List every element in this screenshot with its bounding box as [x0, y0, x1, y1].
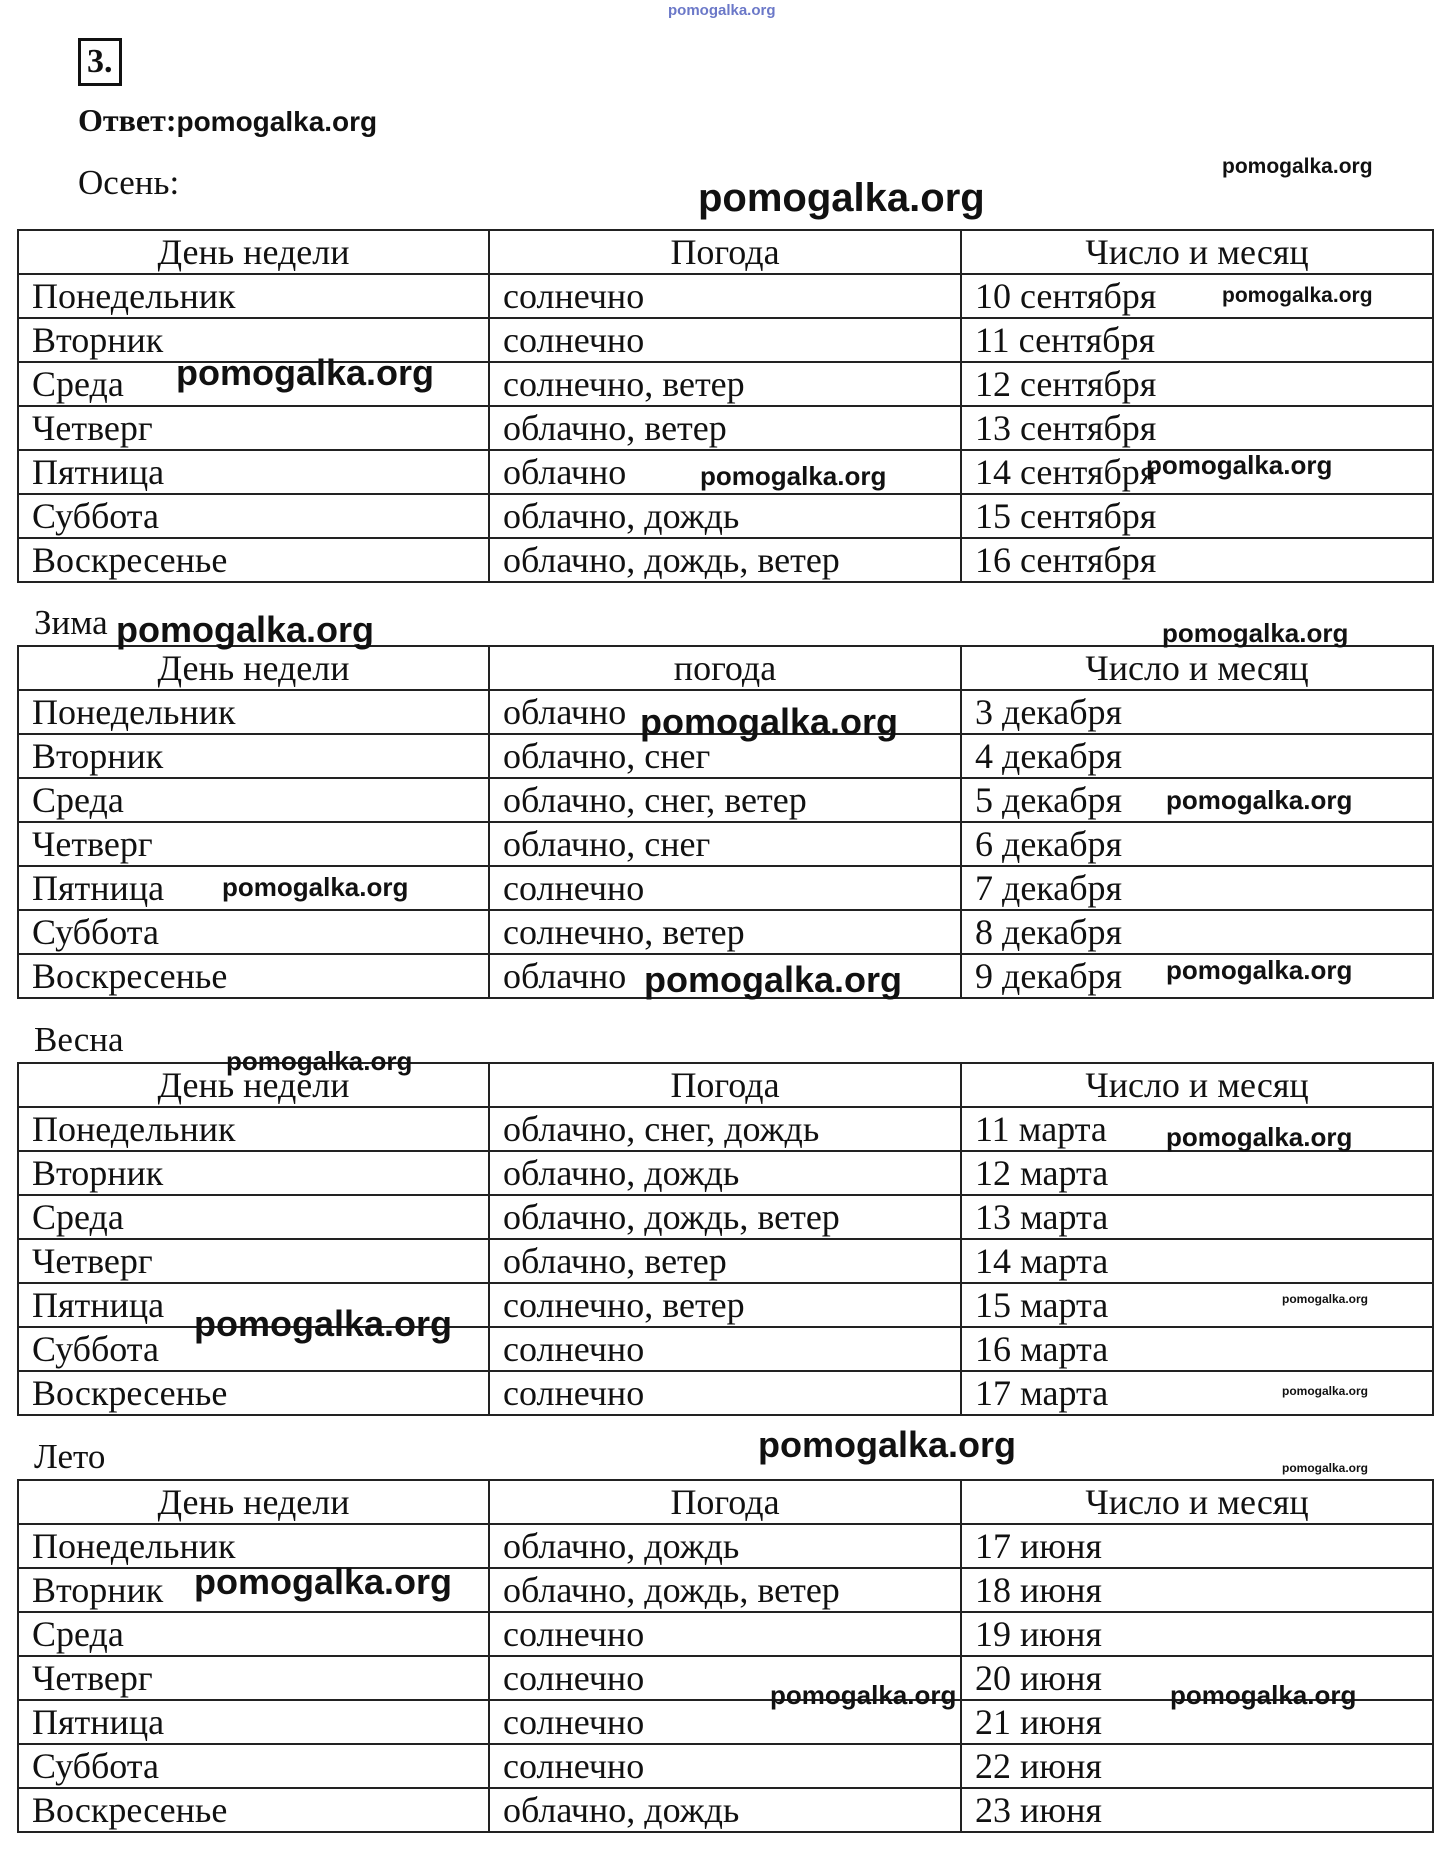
watermark: pomogalka.org: [1282, 1461, 1369, 1475]
cell-weather: облачно, снег: [489, 734, 961, 778]
cell-date: 15 сентября: [961, 494, 1433, 538]
cell-weather: облачно, дождь, ветер: [489, 1195, 961, 1239]
cell-date: 6 декабря: [961, 822, 1433, 866]
watermark: pomogalka.org: [640, 701, 899, 742]
watermark: pomogalka.org: [194, 1303, 453, 1344]
cell-date: 18 июня: [961, 1568, 1433, 1612]
season-label-summer: Лето: [34, 1437, 106, 1476]
table-row: [18, 406, 1433, 450]
watermark: pomogalka.org: [226, 1046, 413, 1076]
header-date: Число и месяц: [961, 1480, 1433, 1524]
cell-day: Суббота: [18, 1327, 489, 1371]
watermark: pomogalka.org: [1282, 1384, 1369, 1398]
cell-weather: солнечно: [489, 1371, 961, 1415]
cell-day: Среда: [18, 1195, 489, 1239]
cell-weather: облачно, дождь: [489, 1151, 961, 1195]
cell-day: Четверг: [18, 1239, 489, 1283]
cell-day: Понедельник: [18, 690, 489, 734]
cell-day: Воскресенье: [18, 1371, 489, 1415]
cell-day: Воскресенье: [18, 954, 489, 998]
watermark: pomogalka.org: [758, 1424, 1017, 1465]
cell-weather: солнечно: [489, 1700, 961, 1744]
cell-weather: облачно: [489, 450, 961, 494]
weather-table-winter: [17, 645, 1434, 999]
table-row: [18, 1612, 1433, 1656]
cell-weather: солнечно, ветер: [489, 1283, 961, 1327]
header-weather: Погода: [489, 1480, 961, 1524]
cell-date: 16 сентября: [961, 538, 1433, 582]
cell-date: 9 декабря: [961, 954, 1433, 998]
table-row: [18, 1151, 1433, 1195]
cell-day: Воскресенье: [18, 1788, 489, 1832]
cell-day: Вторник: [18, 734, 489, 778]
cell-day: Суббота: [18, 494, 489, 538]
table-row: [18, 1788, 1433, 1832]
cell-day: Среда: [18, 1612, 489, 1656]
cell-weather: солнечно: [489, 1744, 961, 1788]
watermark: pomogalka.org: [1282, 1292, 1369, 1306]
table-row: [18, 1744, 1433, 1788]
cell-weather: облачно: [489, 690, 961, 734]
cell-date: 22 июня: [961, 1744, 1433, 1788]
watermark: pomogalka.org: [1162, 618, 1349, 648]
watermark: pomogalka.org: [1170, 1680, 1357, 1710]
watermark: pomogalka.org: [1222, 155, 1373, 178]
watermark: pomogalka.org: [222, 872, 409, 902]
header-day: День недели: [18, 1480, 489, 1524]
weather-table-spring: [17, 1062, 1434, 1416]
cell-weather: облачно: [489, 954, 961, 998]
table-header-row: [18, 1480, 1433, 1524]
header-weather: Погода: [489, 230, 961, 274]
watermark: pomogalka.org: [1222, 284, 1373, 307]
cell-date: 10 сентября: [961, 274, 1433, 318]
cell-date: 12 сентября: [961, 362, 1433, 406]
cell-day: Четверг: [18, 1656, 489, 1700]
cell-day: Пятница: [18, 1283, 489, 1327]
watermark: pomogalka.org: [1166, 955, 1353, 985]
cell-weather: облачно, дождь: [489, 1788, 961, 1832]
header-date: Число и месяц: [961, 1063, 1433, 1107]
header-day: День недели: [18, 230, 489, 274]
cell-day: Вторник: [18, 318, 489, 362]
watermark: pomogalka.org: [1166, 785, 1353, 815]
cell-day: Среда: [18, 362, 489, 406]
header-weather: Погода: [489, 1063, 961, 1107]
cell-date: 19 июня: [961, 1612, 1433, 1656]
header-weather: погода: [489, 646, 961, 690]
header-date: Число и месяц: [961, 646, 1433, 690]
answer-heading: [78, 102, 377, 139]
watermark: pomogalka.org: [770, 1680, 957, 1710]
table-row: [18, 1371, 1433, 1415]
cell-weather: облачно, дождь, ветер: [489, 538, 961, 582]
cell-date: 7 декабря: [961, 866, 1433, 910]
cell-date: 11 марта: [961, 1107, 1433, 1151]
cell-date: 3 декабря: [961, 690, 1433, 734]
cell-day: Суббота: [18, 910, 489, 954]
table-row: [18, 494, 1433, 538]
cell-weather: солнечно: [489, 318, 961, 362]
cell-weather: солнечно: [489, 1327, 961, 1371]
table-row: [18, 274, 1433, 318]
header-day: День недели: [18, 646, 489, 690]
cell-date: 20 июня: [961, 1656, 1433, 1700]
cell-date: 13 сентября: [961, 406, 1433, 450]
cell-date: 17 июня: [961, 1524, 1433, 1568]
table-row: [18, 910, 1433, 954]
task-number: 3.: [78, 38, 122, 86]
cell-day: Вторник: [18, 1151, 489, 1195]
cell-date: 5 декабря: [961, 778, 1433, 822]
cell-date: 21 июня: [961, 1700, 1433, 1744]
cell-date: 15 марта: [961, 1283, 1433, 1327]
cell-day: Понедельник: [18, 274, 489, 318]
cell-day: Среда: [18, 778, 489, 822]
header-day: День недели: [18, 1063, 489, 1107]
season-label-spring: Весна: [34, 1020, 124, 1059]
cell-day: Пятница: [18, 450, 489, 494]
cell-weather: облачно, ветер: [489, 406, 961, 450]
table-row: [18, 1195, 1433, 1239]
weather-table-summer: [17, 1479, 1434, 1833]
table-header-row: [18, 646, 1433, 690]
cell-date: 14 сентября: [961, 450, 1433, 494]
cell-weather: солнечно, ветер: [489, 362, 961, 406]
cell-day: Четверг: [18, 822, 489, 866]
cell-weather: солнечно, ветер: [489, 910, 961, 954]
watermark: pomogalka.org: [1166, 1122, 1353, 1152]
answer-label: Ответ:: [78, 102, 177, 138]
cell-weather: облачно, дождь: [489, 1524, 961, 1568]
cell-weather: облачно, дождь: [489, 494, 961, 538]
cell-day: Пятница: [18, 866, 489, 910]
watermark: pomogalka.org: [668, 2, 776, 19]
watermark: pomogalka.org: [700, 461, 887, 491]
cell-weather: облачно, снег: [489, 822, 961, 866]
cell-date: 17 марта: [961, 1371, 1433, 1415]
cell-day: Пятница: [18, 1700, 489, 1744]
watermark: pomogalka.org: [1146, 450, 1333, 480]
table-header-row: [18, 230, 1433, 274]
cell-weather: облачно, снег, ветер: [489, 778, 961, 822]
cell-date: 23 июня: [961, 1788, 1433, 1832]
cell-weather: солнечно: [489, 274, 961, 318]
cell-weather: солнечно: [489, 1656, 961, 1700]
weather-table-autumn: [17, 229, 1434, 583]
cell-day: Четверг: [18, 406, 489, 450]
watermark: pomogalka.org: [194, 1561, 453, 1602]
watermark: pomogalka.org: [176, 106, 378, 137]
watermark: pomogalka.org: [116, 609, 375, 650]
cell-weather: облачно, ветер: [489, 1239, 961, 1283]
season-label-winter: Зима: [34, 603, 108, 642]
table-row: [18, 822, 1433, 866]
cell-date: 11 сентября: [961, 318, 1433, 362]
cell-day: Воскресенье: [18, 538, 489, 582]
cell-weather: облачно, дождь, ветер: [489, 1568, 961, 1612]
watermark: pomogalka.org: [176, 352, 435, 393]
cell-day: Вторник: [18, 1568, 489, 1612]
cell-date: 12 марта: [961, 1151, 1433, 1195]
cell-day: Понедельник: [18, 1107, 489, 1151]
table-row: [18, 1239, 1433, 1283]
cell-weather: солнечно: [489, 1612, 961, 1656]
cell-date: 16 марта: [961, 1327, 1433, 1371]
season-label-autumn: Осень:: [78, 163, 180, 202]
cell-date: 14 марта: [961, 1239, 1433, 1283]
cell-date: 13 марта: [961, 1195, 1433, 1239]
cell-date: 8 декабря: [961, 910, 1433, 954]
cell-day: Суббота: [18, 1744, 489, 1788]
table-row: [18, 538, 1433, 582]
cell-date: 4 декабря: [961, 734, 1433, 778]
cell-weather: облачно, снег, дождь: [489, 1107, 961, 1151]
watermark: pomogalka.org: [644, 959, 903, 1000]
cell-weather: солнечно: [489, 866, 961, 910]
cell-day: Понедельник: [18, 1524, 489, 1568]
header-date: Число и месяц: [961, 230, 1433, 274]
watermark: pomogalka.org: [698, 176, 985, 220]
